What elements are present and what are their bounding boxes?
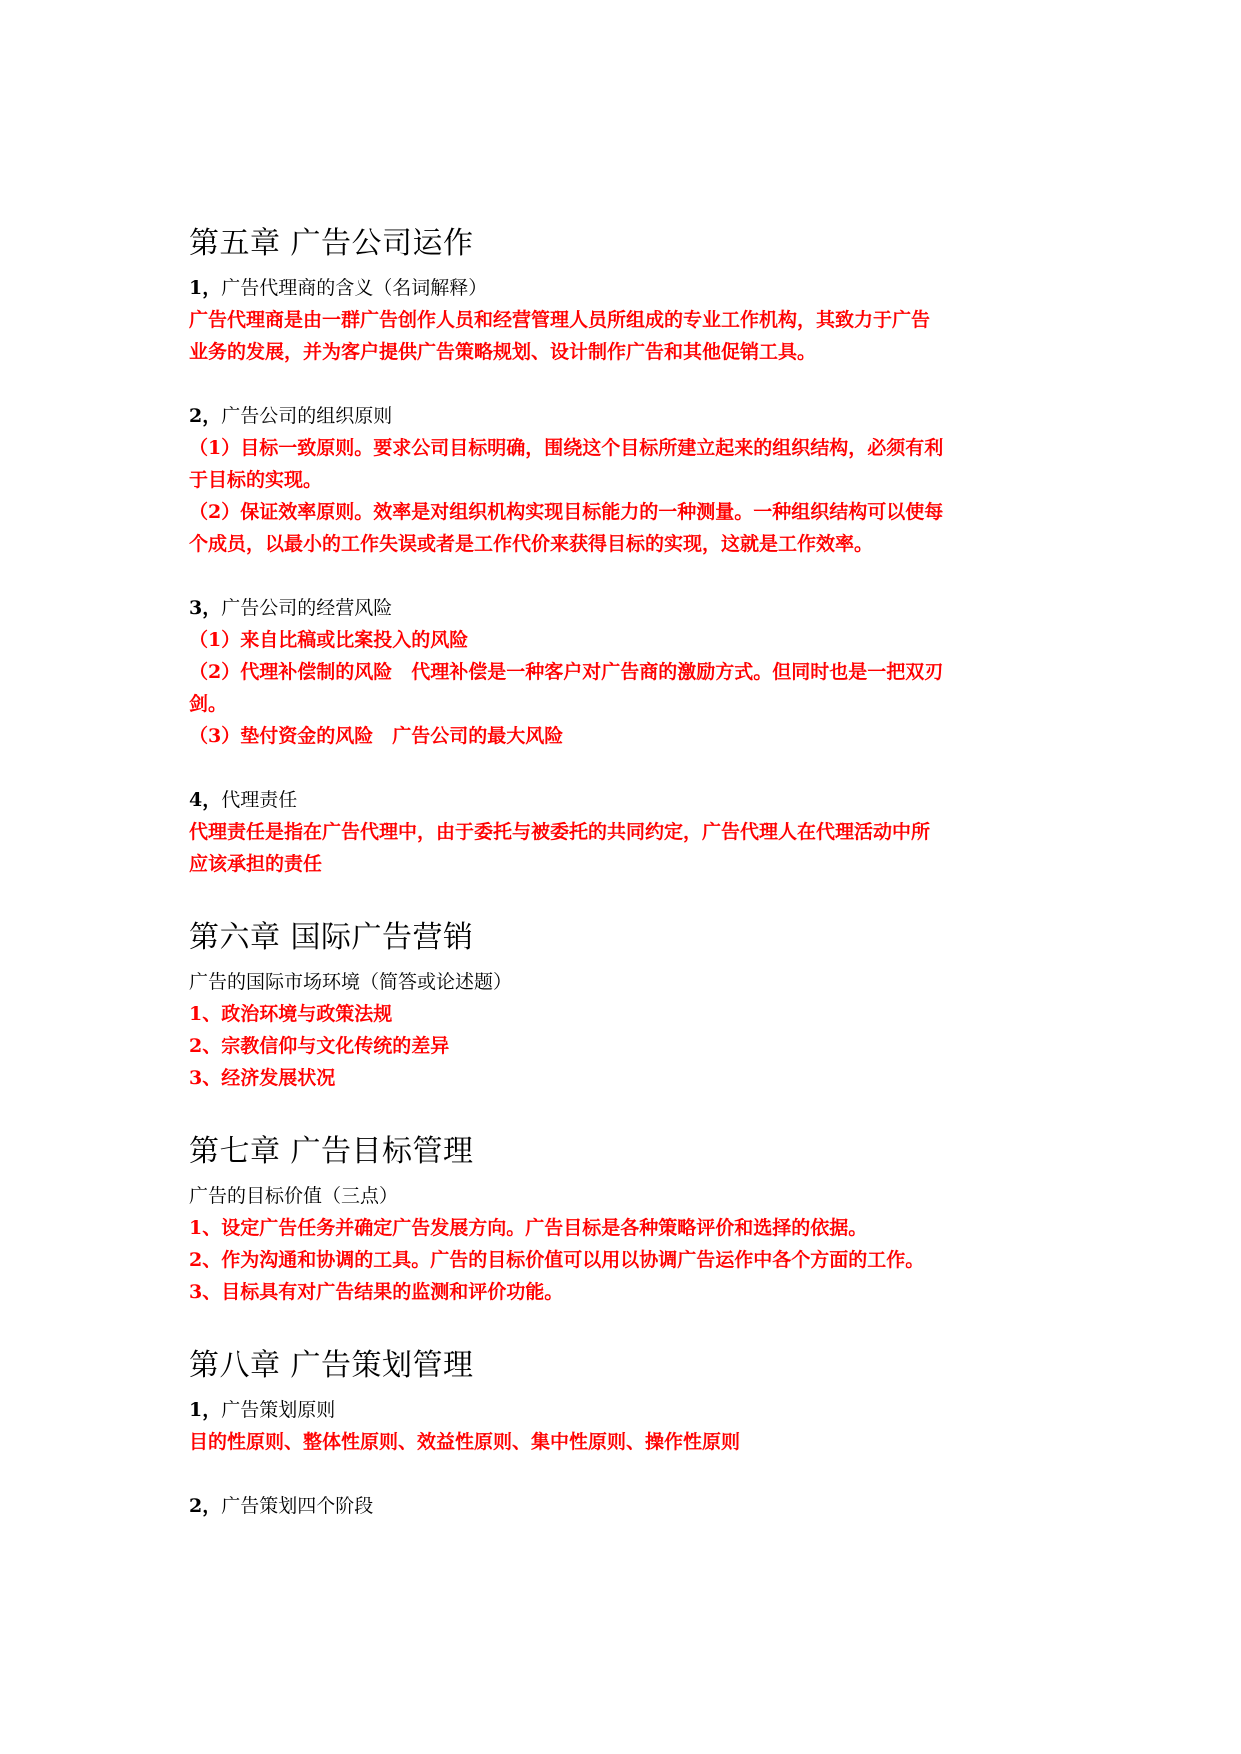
question-number: 1， bbox=[189, 277, 222, 299]
ch5-answer-1-line: 广告代理商是由一群广告创作人员和经营管理人员所组成的专业工作机构，其致力于广告 bbox=[189, 309, 931, 331]
ch7-answer-item: 3、目标具有对广告结果的监测和评价功能。 bbox=[189, 1281, 564, 1303]
question-number: 2， bbox=[189, 405, 222, 427]
question-number: 4， bbox=[189, 789, 222, 811]
ch5-question-1 bbox=[189, 272, 1069, 304]
ch6-question: 广告的国际市场环境（简答或论述题） bbox=[189, 971, 513, 993]
question-text: 代理责任 bbox=[221, 789, 298, 811]
chapter-5-title: 第五章 广告公司运作 bbox=[189, 226, 474, 261]
ch6-answer-item: 3、经济发展状况 bbox=[189, 1067, 336, 1089]
ch5-answer-3-line: （2）代理补偿制的风险 代理补偿是一种客户对广告商的激励方式。但同时也是一把双刃 bbox=[189, 661, 944, 683]
question-text: 广告策划原则 bbox=[221, 1399, 336, 1421]
ch8-question-2 bbox=[189, 1490, 1069, 1522]
ch5-answer-4-line: 代理责任是指在广告代理中，由于委托与被委托的共同约定，广告代理人在代理活动中所 bbox=[189, 821, 931, 843]
question-number: 2， bbox=[189, 1495, 222, 1517]
ch5-answer-3-line: （3）垫付资金的风险 广告公司的最大风险 bbox=[189, 725, 564, 747]
ch5-answer-3-line: 剑。 bbox=[189, 693, 228, 715]
ch5-answer-2-line: （2）保证效率原则。效率是对组织机构实现目标能力的一种测量。一种组织结构可以使每 bbox=[189, 501, 944, 523]
ch5-answer-4-line: 应该承担的责任 bbox=[189, 853, 323, 875]
ch5-answer-2-line: 于目标的实现。 bbox=[189, 469, 323, 491]
chapter-6-title: 第六章 国际广告营销 bbox=[189, 920, 474, 955]
ch8-question-1 bbox=[189, 1394, 1069, 1426]
ch5-answer-2-line: （1）目标一致原则。要求公司目标明确，围绕这个目标所建立起来的组织结构，必须有利 bbox=[189, 437, 944, 459]
ch5-answer-2-line: 个成员，以最小的工作失误或者是工作代价来获得目标的实现，这就是工作效率。 bbox=[189, 533, 874, 555]
ch6-answer-item: 1、政治环境与政策法规 bbox=[189, 1003, 393, 1025]
ch6-answer-item: 2、宗教信仰与文化传统的差异 bbox=[189, 1035, 450, 1057]
chapter-7-title: 第七章 广告目标管理 bbox=[189, 1134, 474, 1169]
ch7-answer-item: 2、作为沟通和协调的工具。广告的目标价值可以用以协调广告运作中各个方面的工作。 bbox=[189, 1249, 925, 1271]
question-text: 广告代理商的含义（名词解释） bbox=[221, 277, 488, 299]
ch7-answer-item: 1、设定广告任务并确定广告发展方向。广告目标是各种策略评价和选择的依据。 bbox=[189, 1217, 868, 1239]
question-number: 3， bbox=[189, 597, 222, 619]
ch8-answer-1-line: 目的性原则、整体性原则、效益性原则、集中性原则、操作性原则 bbox=[189, 1431, 741, 1453]
ch5-question-3 bbox=[189, 592, 1069, 624]
ch5-answer-1-line: 业务的发展，并为客户提供广告策略规划、设计制作广告和其他促销工具。 bbox=[189, 341, 817, 363]
question-text: 广告公司的组织原则 bbox=[221, 405, 393, 427]
question-number: 1， bbox=[189, 1399, 222, 1421]
question-text: 广告公司的经营风险 bbox=[221, 597, 393, 619]
document-content bbox=[189, 222, 1069, 1522]
chapter-8-title: 第八章 广告策划管理 bbox=[189, 1348, 474, 1383]
ch5-question-4 bbox=[189, 784, 1069, 816]
ch5-question-2 bbox=[189, 400, 1069, 432]
ch7-question: 广告的目标价值（三点） bbox=[189, 1185, 399, 1207]
ch5-answer-3-line: （1）来自比稿或比案投入的风险 bbox=[189, 629, 469, 651]
question-text: 广告策划四个阶段 bbox=[221, 1495, 374, 1517]
